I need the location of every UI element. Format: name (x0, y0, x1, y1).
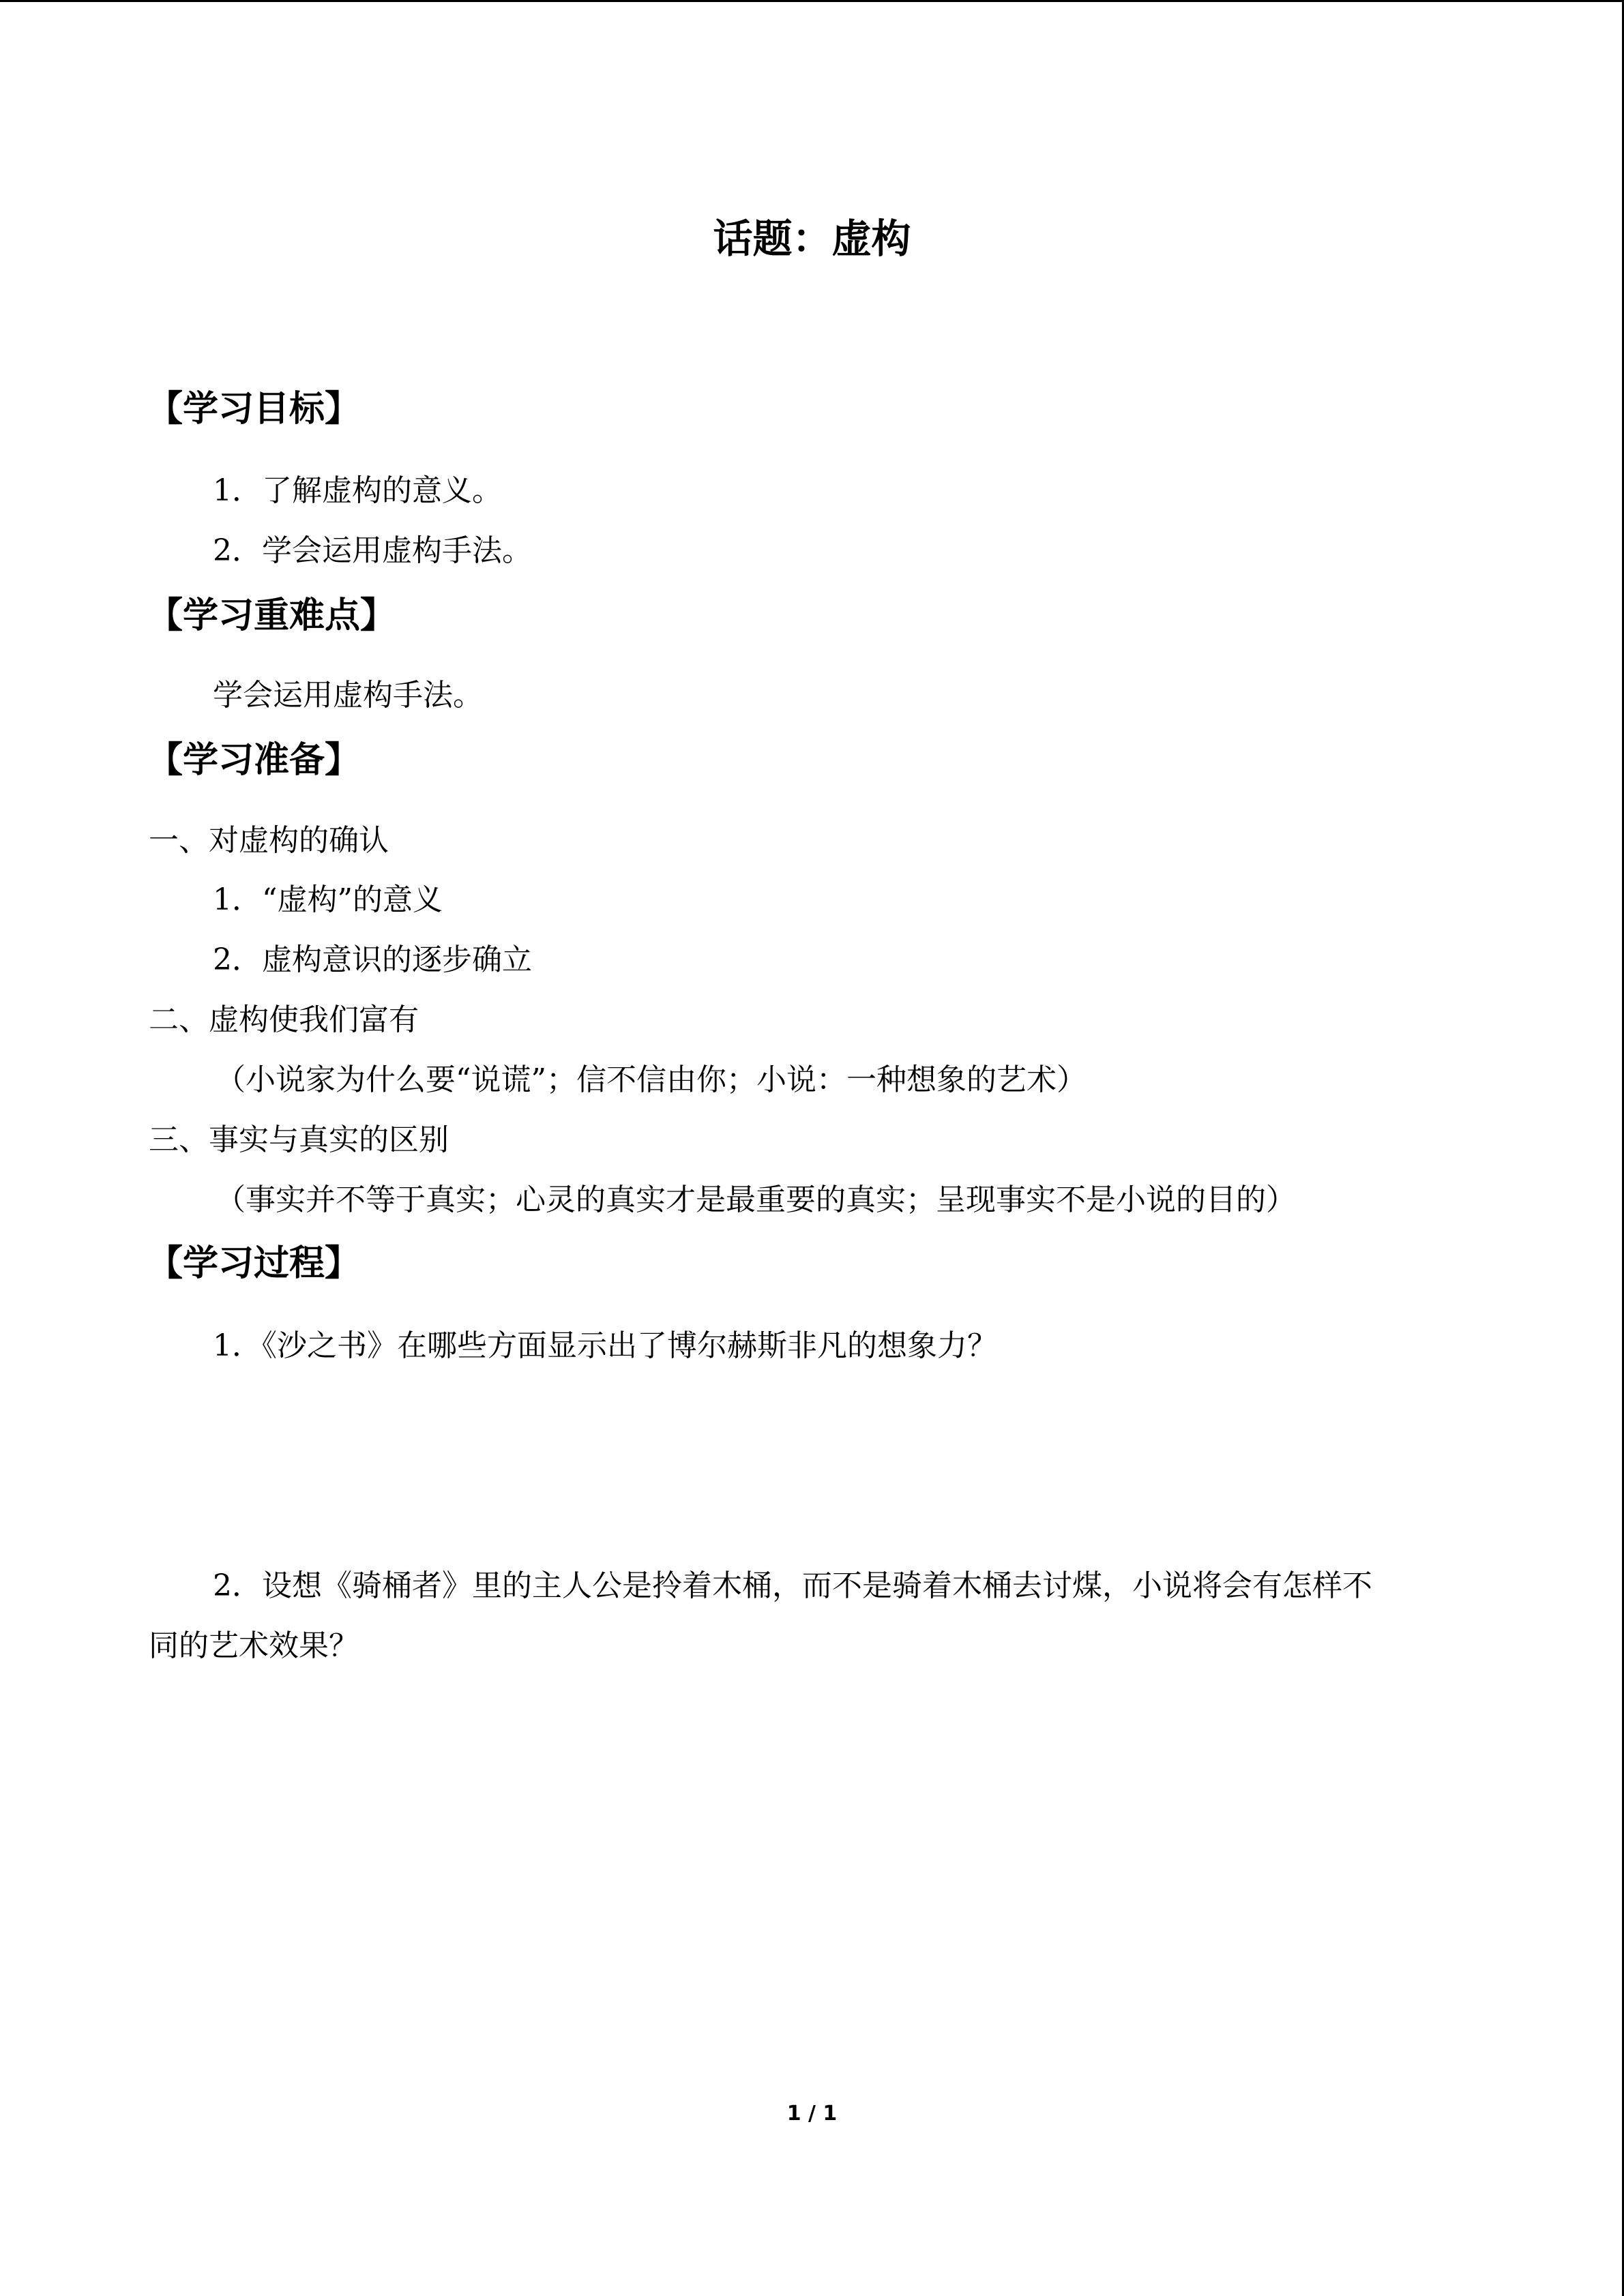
page-number: 1 / 1 (786, 2102, 838, 2126)
prep-line-7: （事实并不等于真实；心灵的真实才是最重要的真实；呈现事实不是小说的目的） (216, 1182, 1296, 1217)
prep-line-1: 一、对虚构的确认 (149, 823, 389, 858)
goal-item-1: 1．了解虚构的意义。 (213, 473, 502, 508)
process-question-2-line-2: 同的艺术效果？ (149, 1628, 359, 1663)
section-heading-preparation: 【学习准备】 (147, 740, 361, 781)
page-title: 话题：虚构 (713, 215, 911, 262)
page-border-top (0, 0, 1624, 2)
section-heading-goals: 【学习目标】 (147, 389, 361, 430)
process-question-2-line-1: 2．设想《骑桶者》里的主人公是拎着木桶，而不是骑着木桶去讨煤，小说将会有怎样不 (213, 1568, 1372, 1603)
prep-line-6: 三、事实与真实的区别 (149, 1122, 449, 1157)
process-question-1: 1．《沙之书》在哪些方面显示出了博尔赫斯非凡的想象力？ (213, 1328, 997, 1363)
key-point-text: 学会运用虚构手法。 (213, 678, 483, 713)
goal-item-2: 2．学会运用虚构手法。 (213, 533, 532, 568)
section-heading-process: 【学习过程】 (147, 1243, 361, 1284)
prep-line-5: （小说家为什么要“说谎”；信不信由你；小说：一种想象的艺术） (216, 1062, 1087, 1097)
prep-line-2: 1．“虚构”的意义 (213, 882, 443, 917)
prep-line-3: 2．虚构意识的逐步确立 (213, 942, 532, 977)
section-heading-key-points: 【学习重难点】 (147, 595, 396, 636)
prep-line-4: 二、虚构使我们富有 (149, 1002, 419, 1037)
